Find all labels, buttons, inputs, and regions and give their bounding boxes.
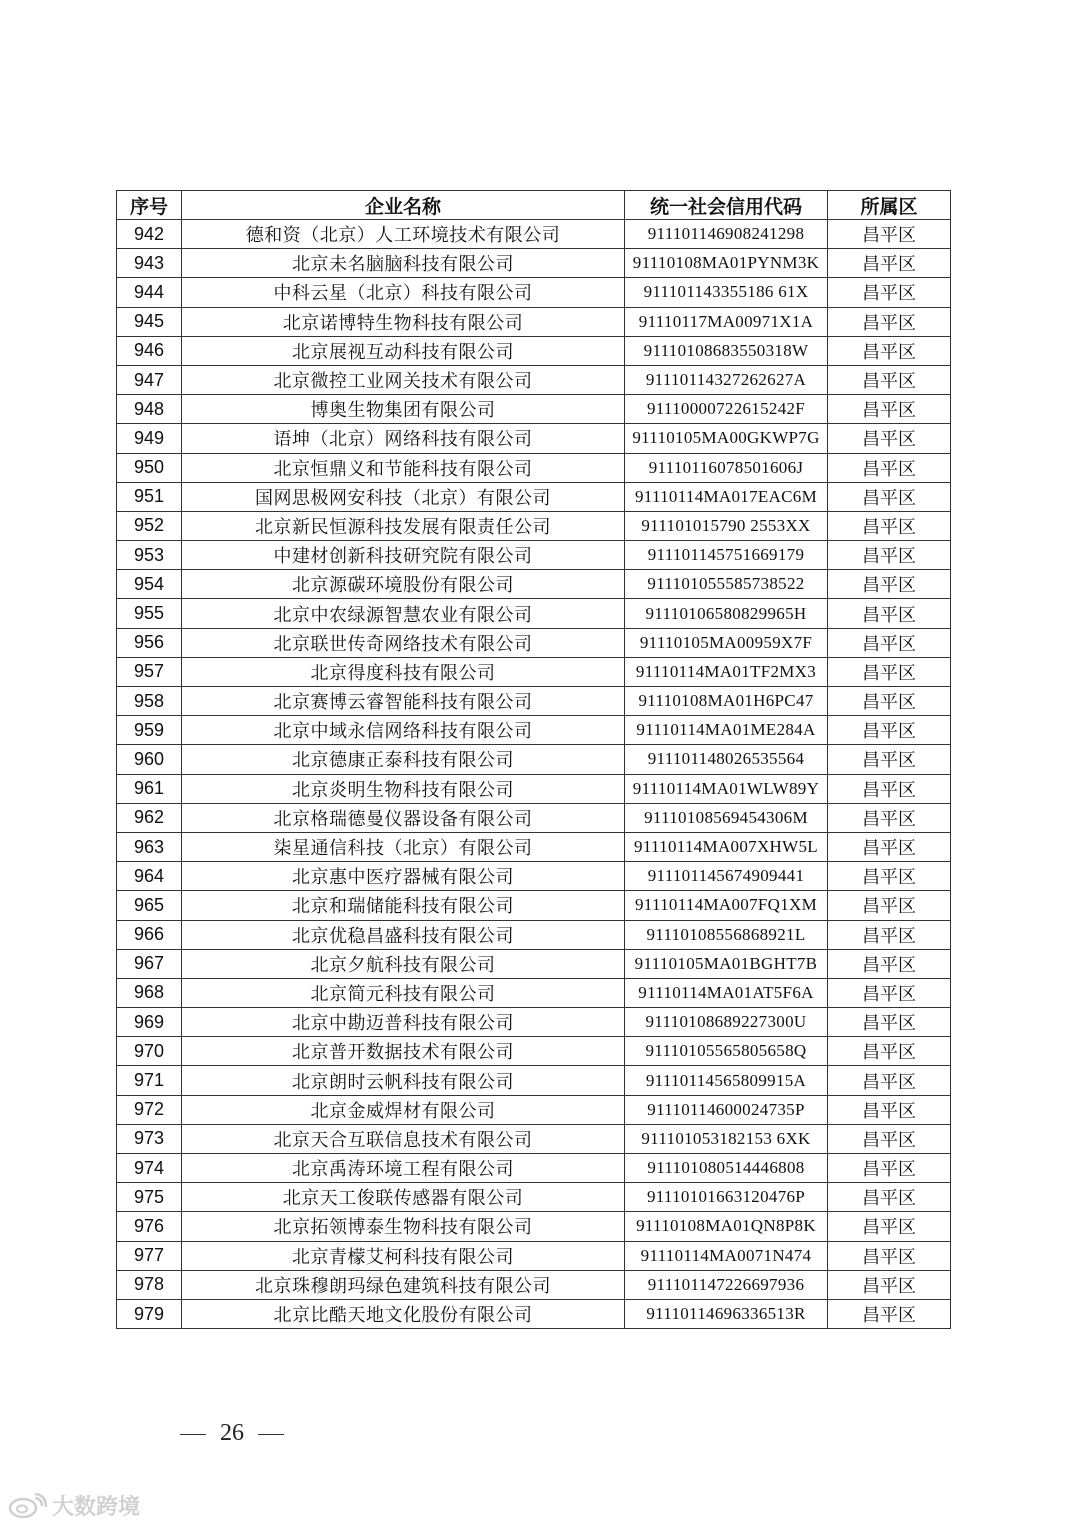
cell-district: 昌平区 [828,1299,951,1328]
cell-company-name: 中建材创新科技研究院有限公司 [182,541,625,570]
cell-district: 昌平区 [828,1066,951,1095]
cell-company-name: 北京炎明生物科技有限公司 [182,774,625,803]
cell-credit-code: 91110114MA01TF2MX3 [625,657,828,686]
cell-serial-no: 959 [117,716,182,745]
cell-credit-code: 91110108MA01QN8P8K [625,1212,828,1241]
table-row [117,453,951,482]
table-row [117,891,951,920]
cell-district: 昌平区 [828,657,951,686]
cell-serial-no: 951 [117,482,182,511]
cell-district: 昌平区 [828,453,951,482]
table-row [117,832,951,861]
cell-serial-no: 946 [117,336,182,365]
table-header-row [117,191,951,220]
cell-credit-code: 911101080514446808 [625,1154,828,1183]
table-row [117,424,951,453]
cell-company-name: 北京德康正泰科技有限公司 [182,745,625,774]
cell-credit-code: 91110114600024735P [625,1095,828,1124]
cell-company-name: 北京金威焊材有限公司 [182,1095,625,1124]
table-row [117,803,951,832]
cell-serial-no: 978 [117,1270,182,1299]
cell-company-name: 北京拓领博泰生物科技有限公司 [182,1212,625,1241]
cell-credit-code: 91110101663120476P [625,1183,828,1212]
table-row [117,1154,951,1183]
cell-serial-no: 952 [117,511,182,540]
cell-company-name: 北京和瑞储能科技有限公司 [182,891,625,920]
page-footer [172,1420,292,1447]
cell-district: 昌平区 [828,716,951,745]
cell-credit-code: 91110114327262627A [625,365,828,394]
cell-company-name: 北京夕航科技有限公司 [182,949,625,978]
cell-serial-no: 943 [117,249,182,278]
cell-serial-no: 963 [117,832,182,861]
cell-company-name: 北京朗时云帆科技有限公司 [182,1066,625,1095]
cell-credit-code: 911101053182153 6XK [625,1124,828,1153]
cell-district: 昌平区 [828,978,951,1007]
cell-company-name: 北京青檬艾柯科技有限公司 [182,1241,625,1270]
cell-company-name: 博奥生物集团有限公司 [182,395,625,424]
cell-credit-code: 911101146908241298 [625,220,828,249]
table-row [117,336,951,365]
cell-company-name: 北京得度科技有限公司 [182,657,625,686]
footer-dash-left [180,1434,206,1435]
cell-credit-code: 91110114696336513R [625,1299,828,1328]
cell-district: 昌平区 [828,1183,951,1212]
cell-company-name: 北京禹涛环境工程有限公司 [182,1154,625,1183]
header-serial-no: 序号 [117,191,182,220]
table-row [117,1008,951,1037]
cell-serial-no: 965 [117,891,182,920]
cell-serial-no: 969 [117,1008,182,1037]
table-row [117,1095,951,1124]
cell-credit-code: 91110108556868921L [625,920,828,949]
cell-district: 昌平区 [828,249,951,278]
table-row [117,307,951,336]
cell-credit-code: 911101143355186 61X [625,278,828,307]
cell-district: 昌平区 [828,395,951,424]
enterprise-table [116,190,951,1329]
cell-serial-no: 971 [117,1066,182,1095]
cell-serial-no: 961 [117,774,182,803]
table-row [117,365,951,394]
cell-company-name: 北京展视互动科技有限公司 [182,336,625,365]
cell-credit-code: 91110105MA01BGHT7B [625,949,828,978]
table-row [117,541,951,570]
cell-credit-code: 91110117MA00971X1A [625,307,828,336]
cell-company-name: 北京天工俊联传感器有限公司 [182,1183,625,1212]
cell-district: 昌平区 [828,511,951,540]
cell-company-name: 北京恒鼎义和节能科技有限公司 [182,453,625,482]
cell-district: 昌平区 [828,541,951,570]
cell-district: 昌平区 [828,424,951,453]
cell-serial-no: 942 [117,220,182,249]
cell-district: 昌平区 [828,599,951,628]
cell-company-name: 柒星通信科技（北京）有限公司 [182,832,625,861]
cell-credit-code: 91110114MA0071N474 [625,1241,828,1270]
table-row [117,1212,951,1241]
cell-district: 昌平区 [828,1270,951,1299]
cell-district: 昌平区 [828,1212,951,1241]
footer-dash-right [258,1434,284,1435]
cell-credit-code: 91110114MA01AT5F6A [625,978,828,1007]
cell-district: 昌平区 [828,570,951,599]
cell-company-name: 北京微控工业网关技术有限公司 [182,365,625,394]
cell-serial-no: 944 [117,278,182,307]
table-row [117,920,951,949]
cell-district: 昌平区 [828,687,951,716]
cell-credit-code: 91110108MA01H6PC47 [625,687,828,716]
cell-credit-code: 91110114MA007XHW5L [625,832,828,861]
cell-company-name: 北京赛博云睿智能科技有限公司 [182,687,625,716]
cell-company-name: 北京格瑞德曼仪器设备有限公司 [182,803,625,832]
cell-company-name: 北京中域永信网络科技有限公司 [182,716,625,745]
cell-district: 昌平区 [828,862,951,891]
cell-company-name: 北京惠中医疗器械有限公司 [182,862,625,891]
cell-serial-no: 974 [117,1154,182,1183]
cell-serial-no: 976 [117,1212,182,1241]
table-row [117,628,951,657]
cell-district: 昌平区 [828,365,951,394]
cell-serial-no: 958 [117,687,182,716]
cell-company-name: 北京中勘迈普科技有限公司 [182,1008,625,1037]
cell-district: 昌平区 [828,1124,951,1153]
cell-district: 昌平区 [828,1008,951,1037]
cell-company-name: 德和资（北京）人工环境技术有限公司 [182,220,625,249]
cell-district: 昌平区 [828,832,951,861]
cell-credit-code: 91110105MA00959X7F [625,628,828,657]
cell-company-name: 北京简元科技有限公司 [182,978,625,1007]
table-row [117,657,951,686]
table-body [117,220,951,1329]
cell-company-name: 北京新民恒源科技发展有限责任公司 [182,511,625,540]
cell-serial-no: 947 [117,365,182,394]
table-row [117,1299,951,1328]
cell-serial-no: 950 [117,453,182,482]
cell-company-name: 北京诺博特生物科技有限公司 [182,307,625,336]
table-row [117,1124,951,1153]
cell-credit-code: 91110116078501606J [625,453,828,482]
table-row [117,220,951,249]
cell-serial-no: 967 [117,949,182,978]
cell-district: 昌平区 [828,1154,951,1183]
cell-company-name: 国网思极网安科技（北京）有限公司 [182,482,625,511]
cell-company-name: 北京普开数据技术有限公司 [182,1037,625,1066]
cell-serial-no: 955 [117,599,182,628]
cell-company-name: 北京中农绿源智慧农业有限公司 [182,599,625,628]
cell-company-name: 北京比酷天地文化股份有限公司 [182,1299,625,1328]
cell-district: 昌平区 [828,803,951,832]
cell-credit-code: 911101145674909441 [625,862,828,891]
cell-credit-code: 91110114565809915A [625,1066,828,1095]
table-row [117,1270,951,1299]
cell-company-name: 中科云星（北京）科技有限公司 [182,278,625,307]
table-row [117,511,951,540]
cell-serial-no: 953 [117,541,182,570]
page-number: 26 [220,1420,244,1446]
cell-serial-no: 954 [117,570,182,599]
cell-district: 昌平区 [828,745,951,774]
cell-serial-no: 970 [117,1037,182,1066]
header-district: 所属区 [828,191,951,220]
cell-company-name: 北京优稳昌盛科技有限公司 [182,920,625,949]
table-row [117,774,951,803]
cell-credit-code: 911101148026535564 [625,745,828,774]
cell-district: 昌平区 [828,1095,951,1124]
cell-credit-code: 911101055585738522 [625,570,828,599]
cell-district: 昌平区 [828,1037,951,1066]
cell-district: 昌平区 [828,336,951,365]
table-row [117,1241,951,1270]
table-row [117,978,951,1007]
cell-district: 昌平区 [828,220,951,249]
cell-serial-no: 960 [117,745,182,774]
cell-district: 昌平区 [828,1241,951,1270]
cell-credit-code: 91110000722615242F [625,395,828,424]
header-credit-code: 统一社会信用代码 [625,191,828,220]
cell-district: 昌平区 [828,628,951,657]
cell-credit-code: 91110114MA007FQ1XM [625,891,828,920]
cell-serial-no: 977 [117,1241,182,1270]
cell-serial-no: 962 [117,803,182,832]
cell-district: 昌平区 [828,278,951,307]
cell-company-name: 北京未名脑脑科技有限公司 [182,249,625,278]
cell-company-name: 北京珠穆朗玛绿色建筑科技有限公司 [182,1270,625,1299]
cell-credit-code: 91110114MA01ME284A [625,716,828,745]
cell-credit-code: 91110105565805658Q [625,1037,828,1066]
cell-credit-code: 91110108689227300U [625,1008,828,1037]
cell-district: 昌平区 [828,482,951,511]
cell-credit-code: 911101147226697936 [625,1270,828,1299]
cell-serial-no: 945 [117,307,182,336]
cell-company-name: 北京天合互联信息技术有限公司 [182,1124,625,1153]
cell-district: 昌平区 [828,307,951,336]
table-row [117,395,951,424]
table-row [117,1183,951,1212]
cell-serial-no: 948 [117,395,182,424]
header-company-name: 企业名称 [182,191,625,220]
cell-serial-no: 964 [117,862,182,891]
table-row [117,278,951,307]
cell-serial-no: 973 [117,1124,182,1153]
cell-credit-code: 911101145751669179 [625,541,828,570]
cell-district: 昌平区 [828,949,951,978]
cell-credit-code: 91110114MA01WLW89Y [625,774,828,803]
table-row [117,482,951,511]
table-row [117,687,951,716]
cell-company-name: 北京联世传奇网络技术有限公司 [182,628,625,657]
watermark-text: 大数跨境 [52,1495,141,1520]
table-row [117,862,951,891]
table-row [117,570,951,599]
cell-company-name: 北京源碳环境股份有限公司 [182,570,625,599]
weibo-logo-icon [8,1493,48,1519]
watermark [8,1490,140,1521]
cell-credit-code: 91110114MA017EAC6M [625,482,828,511]
cell-credit-code: 91110106580829965H [625,599,828,628]
cell-district: 昌平区 [828,774,951,803]
cell-district: 昌平区 [828,891,951,920]
cell-credit-code: 911101015790 2553XX [625,511,828,540]
cell-serial-no: 956 [117,628,182,657]
cell-serial-no: 968 [117,978,182,1007]
cell-serial-no: 972 [117,1095,182,1124]
table-row [117,949,951,978]
cell-credit-code: 91110105MA00GKWP7G [625,424,828,453]
cell-serial-no: 975 [117,1183,182,1212]
cell-credit-code: 91110108MA01PYNM3K [625,249,828,278]
cell-serial-no: 957 [117,657,182,686]
table-row [117,1066,951,1095]
table-row [117,599,951,628]
cell-company-name: 语坤（北京）网络科技有限公司 [182,424,625,453]
table-row [117,1037,951,1066]
table-row [117,249,951,278]
table-row [117,745,951,774]
cell-district: 昌平区 [828,920,951,949]
table-row [117,716,951,745]
cell-serial-no: 979 [117,1299,182,1328]
cell-credit-code: 91110108683550318W [625,336,828,365]
cell-serial-no: 949 [117,424,182,453]
cell-serial-no: 966 [117,920,182,949]
cell-credit-code: 91110108569454306M [625,803,828,832]
